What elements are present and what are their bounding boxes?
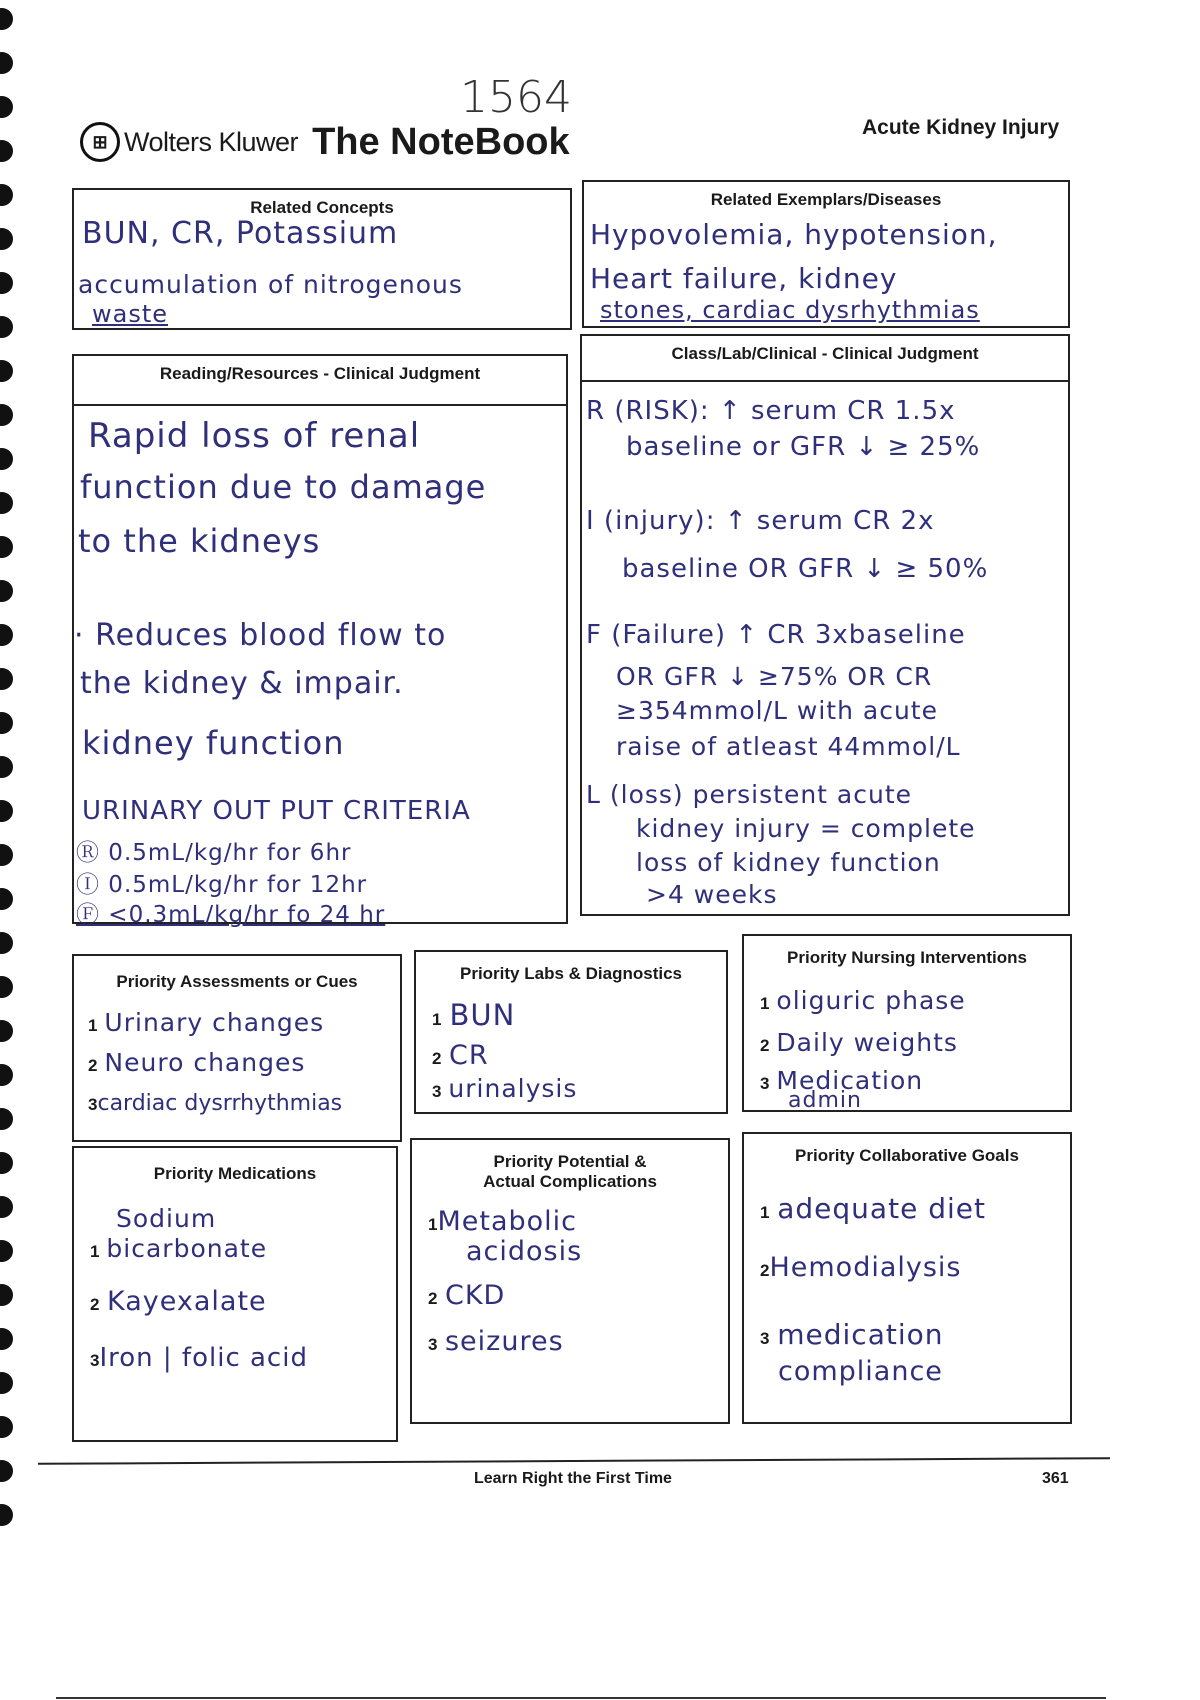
priority-medications-box [72, 1146, 398, 1442]
list-item: 1 oliguric phase [760, 986, 966, 1015]
class-lab-line: kidney injury = complete [636, 814, 976, 843]
class-lab-line: baseline or GFR ↓ ≥ 25% [626, 432, 981, 462]
footer-page-number: 361 [1042, 1470, 1069, 1487]
related-exemplars-box [582, 180, 1070, 328]
reading-line: function due to damage [80, 468, 487, 506]
box-heading: Priority Medications [153, 1164, 317, 1183]
exemplar-line: Heart failure, kidney [590, 262, 898, 295]
list-item: 1 adequate diet [760, 1192, 986, 1225]
concept-line: waste [92, 300, 169, 328]
related-concepts-box [72, 188, 572, 330]
complication-post: acidosis [466, 1236, 583, 1267]
concept-line: BUN, CR, Potassium [82, 216, 399, 251]
box-heading: Priority Collaborative Goals [795, 1146, 1019, 1165]
class-lab-line: F (Failure) ↑ CR 3xbaseline [586, 620, 966, 650]
box-heading: Priority Nursing Interventions [787, 948, 1027, 967]
list-item: 3 Medication [760, 1066, 924, 1095]
bottom-rule [56, 1697, 1106, 1699]
list-item: 2 Neuro changes [88, 1048, 306, 1077]
spiral-binding [0, 0, 22, 1560]
box-heading: Related Exemplars/Diseases [710, 190, 942, 209]
list-item: 1 BUN [432, 998, 516, 1032]
class-lab-line: I (injury): ↑ serum CR 2x [586, 506, 935, 536]
class-lab-line: loss of kidney function [636, 848, 941, 877]
handwritten-page-number: 1564 [460, 72, 572, 123]
intervention-extra: admin [788, 1088, 862, 1113]
list-item: 2 Kayexalate [90, 1286, 267, 1317]
list-item: 1Metabolic [428, 1206, 578, 1237]
class-lab-line: OR GFR ↓ ≥75% OR CR [616, 662, 933, 691]
class-lab-line: baseline OR GFR ↓ ≥ 50% [622, 554, 989, 584]
priority-assessments-box [72, 954, 402, 1142]
box-heading: Priority Potential & Actual Complications [483, 1152, 657, 1191]
topic-title: Acute Kidney Injury [862, 116, 1060, 139]
list-item: 2 CKD [428, 1280, 506, 1311]
notebook-title: The NoteBook [312, 120, 570, 163]
footer-rule [38, 1457, 1110, 1465]
box-heading: Reading/Resources - Clinical Judgment [159, 364, 481, 383]
class-lab-line: L (loss) persistent acute [586, 780, 913, 809]
brand-header [80, 112, 570, 172]
list-item: 1 bicarbonate [90, 1234, 268, 1263]
footer-tagline: Learn Right the First Time [474, 1470, 672, 1487]
class-lab-line: ≥354mmol/L with acute [616, 696, 938, 725]
brand-name: Wolters Kluwer [124, 126, 299, 157]
goal-post: compliance [778, 1356, 943, 1387]
list-item: 1 Urinary changes [88, 1008, 325, 1037]
priority-goals-box [742, 1132, 1072, 1424]
class-lab-line: >4 weeks [646, 880, 778, 909]
reading-line: · Reduces blood flow to [74, 618, 447, 653]
reading-line: Ⓕ <0.3mL/kg/hr fo 24 hr [76, 902, 386, 928]
concept-line: accumulation of nitrogenous [78, 270, 463, 299]
box-heading: Priority Labs & Diagnostics [460, 964, 682, 983]
wolters-kluwer-logo-icon: ⊞ [80, 122, 120, 162]
list-item: 2 CR [432, 1040, 489, 1071]
box-heading: Related Concepts [250, 198, 394, 217]
class-lab-line: R (RISK): ↑ serum CR 1.5x [586, 396, 956, 426]
list-item: 2Hemodialysis [760, 1252, 962, 1283]
priority-complications-box [410, 1138, 730, 1424]
reading-resources-box [72, 354, 568, 928]
list-item: 2 Daily weights [760, 1028, 958, 1057]
exemplar-line: stones, cardiac dysrhythmias [600, 296, 980, 324]
reading-line: URINARY OUT PUT CRITERIA [82, 796, 471, 826]
reading-line: to the kidneys [78, 522, 321, 560]
class-lab-box [580, 334, 1070, 916]
reading-line: Rapid loss of renal [88, 416, 421, 456]
reading-line: the kidney & impair. [80, 666, 404, 701]
box-heading: Class/Lab/Clinical - Clinical Judgment [671, 344, 979, 363]
list-item: 3 seizures [428, 1326, 564, 1357]
list-item: 3cardiac dysrrhythmias [88, 1091, 343, 1116]
class-lab-line: raise of atleast 44mmol/L [616, 732, 961, 761]
priority-labs-box [414, 950, 728, 1114]
list-item: 3 medication [760, 1318, 944, 1351]
reading-line: Ⓘ 0.5mL/kg/hr for 12hr [76, 872, 368, 898]
box-heading: Priority Assessments or Cues [116, 972, 358, 991]
priority-interventions-box [742, 934, 1072, 1112]
reading-line: kidney function [82, 724, 345, 762]
list-item: 3 urinalysis [432, 1074, 578, 1103]
reading-line: Ⓡ 0.5mL/kg/hr for 6hr [76, 840, 352, 866]
exemplar-line: Hypovolemia, hypotension, [590, 218, 998, 251]
list-item: 3Iron | folic acid [90, 1343, 308, 1373]
medication-pre: Sodium [116, 1204, 217, 1233]
